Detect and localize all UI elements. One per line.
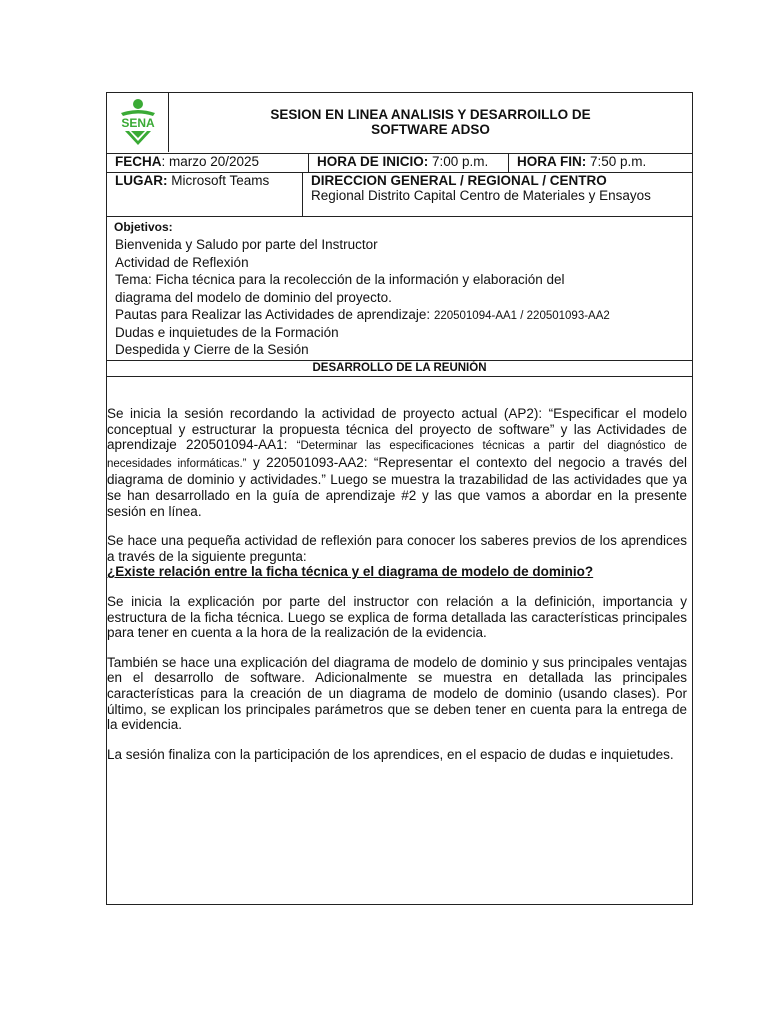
objetivo-item: diagrama del modelo de dominio del proyecto. bbox=[115, 289, 392, 305]
page-title bbox=[169, 107, 692, 137]
hora-inicio-cell bbox=[308, 153, 508, 172]
objetivo-item: Actividad de Reflexión bbox=[115, 254, 249, 270]
form-header bbox=[107, 93, 692, 154]
paragraph-5: La sesión finaliza con la participación de los aprendices, en el espacio de dudas e inquietudes. bbox=[107, 746, 674, 762]
objetivos-list bbox=[115, 236, 687, 359]
objetivo-item: Tema: Ficha técnica para la recolección de la información y elaboración del bbox=[115, 272, 565, 287]
logo-cell bbox=[107, 93, 169, 152]
fecha-cell bbox=[107, 153, 308, 172]
paragraph-1-text-a: Se inicia la sesión recordando la actividad de proyecto actual (AP2): “Especificar el modelo conceptual y estructurar la propuesta técnica del proyecto de software” y las Actividades de aprendizaje 220501094-AA1: bbox=[107, 406, 687, 453]
paragraph-1-text-b: y 220501093-AA2: “Representar el contexto del negocio a través del diagrama de dominio y actividades.” Luego se muestra la trazabilidad de las actividades que ya se han desarrollado en la guía de aprendizaje #2 y las que vamos a abordar en la presente sesión en línea. bbox=[107, 454, 687, 519]
direccion-value: Regional Distrito Capital Centro de Materiales y Ensayos bbox=[311, 188, 651, 203]
session-form bbox=[106, 92, 693, 905]
title-line-1: SESION EN LINEA ANALISIS Y DESARROILLO DE bbox=[270, 107, 591, 122]
objetivo-item-codes: 220501094-AA1 / 220501093-AA2 bbox=[433, 310, 610, 322]
lugar-cell bbox=[107, 172, 302, 216]
direccion-label: DIRECCION GENERAL / REGIONAL / CENTRO bbox=[311, 173, 607, 188]
paragraph-2 bbox=[107, 533, 687, 580]
title-line-2: SOFTWARE ADSO bbox=[371, 122, 490, 137]
paragraph-2-text: Se hace una pequeña actividad de reflexión para conocer los saberes previos de los aprendices a través de la siguiente pregunta: bbox=[107, 533, 687, 564]
paragraph-1-quote: “Determinar las especificaciones técnicas a partir del diagnóstico de necesidades informáticas.” bbox=[107, 440, 687, 470]
hora-fin-label: HORA FIN: bbox=[517, 154, 587, 169]
direccion-cell bbox=[302, 172, 692, 216]
hora-fin-value: 7:50 p.m. bbox=[586, 154, 647, 169]
logo-text: SENA bbox=[121, 116, 155, 130]
hora-inicio-value: 7:00 p.m. bbox=[428, 154, 489, 169]
hora-fin-cell bbox=[508, 153, 692, 172]
objetivo-item: Despedida y Cierre de la Sesión bbox=[115, 342, 309, 357]
objetivos-heading: Objetivos: bbox=[114, 220, 173, 234]
meeting-body bbox=[107, 406, 687, 776]
date-time-row bbox=[107, 153, 692, 173]
sena-logo-icon bbox=[111, 97, 165, 149]
objetivo-item bbox=[115, 306, 687, 324]
paragraph-4: También se hace una explicación del diagrama de modelo de dominio y sus principales ventajas en el desarrollo de software. Adicionalmente se muestra en detallada las principales características para la creación de un diagrama de modelo de dominio (usando clases). Por último, se explican los principales parámetros que se deben tener en cuenta para la entrega de la evidencia. bbox=[107, 654, 687, 733]
reflection-question: ¿Existe relación entre la ficha técnica y el diagrama de modelo de dominio? bbox=[107, 564, 594, 580]
paragraph-1 bbox=[107, 406, 687, 519]
objetivo-item-text: Pautas para Realizar las Actividades de aprendizaje: bbox=[115, 307, 434, 322]
fecha-label: FECHA bbox=[115, 154, 162, 169]
fecha-value: : marzo 20/2025 bbox=[161, 154, 260, 169]
lugar-value: Microsoft Teams bbox=[167, 173, 270, 188]
lugar-label: LUGAR: bbox=[115, 173, 168, 188]
objetivos-section bbox=[107, 216, 692, 361]
paragraph-3: Se inicia la explicación por parte del instructor con relación a la definición, importancia y estructura de la ficha técnica. Luego se explica de forma detallada las características principales para tener en cuenta a la hora de la realización de la evidencia. bbox=[107, 593, 687, 641]
location-row bbox=[107, 172, 692, 217]
objetivo-item: Dudas e inquietudes de la Formación bbox=[115, 324, 339, 340]
hora-inicio-label: HORA DE INICIO: bbox=[317, 154, 429, 169]
objetivo-item: Bienvenida y Saludo por parte del Instructor bbox=[115, 237, 378, 252]
section-title: DESARROLLO DE LA REUNIÓN bbox=[107, 360, 692, 377]
